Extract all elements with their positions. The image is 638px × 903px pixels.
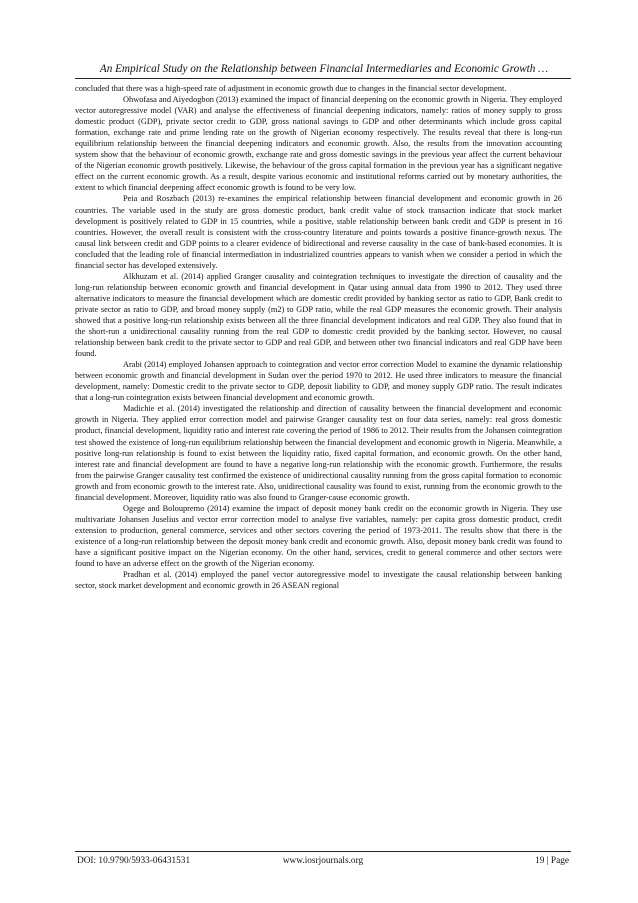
paragraph-pradhan: Pradhan et al. (2014) employed the panel vector autoregressive model to investigate the causal relationship between banking sector, stock market development and economic growth in 26 ASEAN regional xyxy=(75,570,562,591)
header-rule xyxy=(75,78,571,79)
paragraph-ohwofasa: Ohwofasa and Aiyedogbon (2013) examined the impact of financial deepening on the economic growth in Nigeria. They employed vector autoregressive model (VAR) and analyse the effectiveness of financial deepening indicators, namely: ratios of money supply to gross domestic product (GDP), private sector credit to GDP, gross national savings to GDP and other determinants which include gross capital formation, exchange rate and prime lending rate on the growth of Nigerian economy respectively. The results reveal that there is long-run equilibrium relationship between the financial deepening indicators and economic growth. Also, the results from the innovation accounting system show that the behaviour of economic growth, exchange rate and gross domestic savings in the previous year affect the current behaviour of the Nigerian economic growth positively. Likewise, the behaviour of the gross capital formation in the previous year has a significant negative effect on the current economic growth. As a result, despite various economic and institutional reforms carried out by monetary authorities, the extent to which financial deepening affect economic growth is found to be very low. xyxy=(75,95,562,193)
footer-website: www.iosrjournals.org xyxy=(282,856,364,866)
footer-page-number: 19 | Page xyxy=(535,856,569,866)
page-footer xyxy=(75,855,571,869)
paragraph-peia: Peia and Roszbach (2013) re-examines the empirical relationship between financial development and economic growth in 26 countries. The variable used in the study are gross domestic product, bank credit value of stock transaction indicate that stock market development is positively related to GDP in 15 countries, while a positive, stable relationship between bank credit and GDP is present in 16 countries. However, the overall result is consistent with the cross-country literature and points towards a positive finance-growth nexus. The causal link between credit and GDP points to a clearer evidence of bidirectional and reverse causality in the case of bank-based economies. It is concluded that the leading role of financial intermediation in industrialized countries appears to vanish when we consider a period in which the financial sector has developed extensively. xyxy=(75,194,562,270)
body-text xyxy=(75,83,562,591)
paragraph-ogege: Ogege and Boloupremo (2014) examine the impact of deposit money bank credit on the economic growth in Nigeria. They use multivariate Johansen Juselius and vector error correction model to analyse five variables, namely: per capita gross domestic product, credit extension to production, general commerce, services and other sectors covering the period of 1973-2011. The results show that there is the existence of a long-run relationship between the deposit money bank credit and economic growth. Also, deposit money bank credit was found to have a significant positive impact on the Nigerian economy. On the other hand, services, credit to general commerce and other sectors were found to have an adverse effect on the growth of the Nigerian economy. xyxy=(75,503,562,569)
running-head: An Empirical Study on the Relationship between Financial Intermediaries and Economic Growth … xyxy=(99,63,549,75)
paragraph-alkhuzam: Alkhuzam et al. (2014) applied Granger causality and cointegration techniques to investigate the direction of causality and the long-run relationship between economic growth and financial development in Qatar using annual data from 1990 to 2012. They used three alternative indicators to measure the financial development which are domestic credit provided by banking sector as ratio to GDP, Bank credit to private sector as ratio to GDP, and broad money supply (m2) to GDP ratio, while the real GDP measures the economic growth. Their analysis showed that a positive long-run relationship exists between all the three financial development indicators and real GDP. They also found that in the short-run a unidirectional causality running from the real GDP to domestic credit provided by the banking sector. However, no causal relationship between bank credit to the private sector to GDP and real GDP, and between other two financial indicators and real GDP have been found. xyxy=(75,271,562,359)
paragraph-continuation: concluded that there was a high-speed rate of adjustment in economic growth due to changes in the financial sector development. xyxy=(75,84,507,93)
paragraph-arabi: Arabi (2014) employed Johansen approach to cointegration and vector error correction Model to examine the dynamic relationship between economic growth and financial development in Sudan over the period 1970 to 2012. He used three indicators to measure the financial development, namely: Domestic credit to the private sector to GDP, deposit liability to GDP, and money supply GDP ratio. The result indicates that a long-run cointegration exists between financial development and economic growth. xyxy=(75,360,562,403)
footer-rule xyxy=(75,851,571,852)
footer-doi: DOI: 10.9790/5933-06431531 xyxy=(77,856,191,866)
paragraph-madichie: Madichie et al. (2014) investigated the relationship and direction of causality between the financial development and economic growth in Nigeria. They applied error correction model and pairwise Granger causality test on four data series, namely: real gross domestic product, financial development, liquidity ratio and interest rate covering the period of 1986 to 2012. Their results from the Johansen cointegration test showed the existence of long-run equilibrium relationship between the financial development and economic growth in Nigeria. Meanwhile, a positive long-run relationship is found to exist between the liquidity ratio, fixed capital formation, and economic growth. On the other hand, interest rate and financial development are found to have a negative long-run relationship with the economic growth. Furthermore, the results from the pairwise Granger causality test confirmed the existence of unidirectional causality running from the gross capital formation to economic growth and from economic growth to the interest rate. Also, unidirectional causality was found to exist, running from the economic growth to the financial development. Moreover, liquidity ratio was also found to Granger-cause economic growth. xyxy=(75,404,562,502)
